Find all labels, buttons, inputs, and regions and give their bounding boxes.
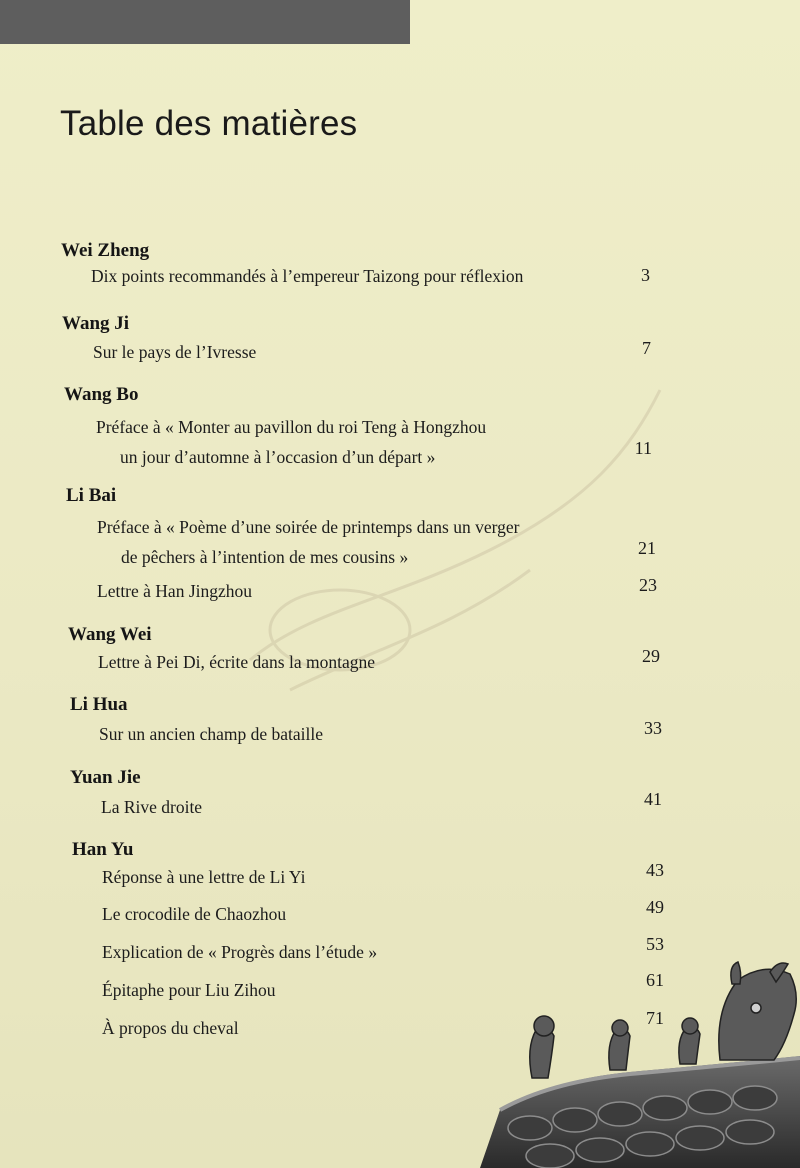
toc-entry[interactable] bbox=[98, 652, 375, 673]
entry-title: Préface à « Poème d’une soirée de printemps dans un verger bbox=[97, 517, 520, 537]
page-number: 53 bbox=[646, 934, 664, 954]
entry-title: Réponse à une lettre de Li Yi bbox=[102, 867, 306, 887]
toc-entry[interactable] bbox=[91, 266, 523, 287]
page-number: 71 bbox=[646, 1008, 664, 1028]
page-title: Table des matières bbox=[60, 104, 358, 143]
toc-entry[interactable] bbox=[102, 980, 276, 1001]
entry-title: Épitaphe pour Liu Zihou bbox=[102, 980, 276, 1000]
toc-entry[interactable] bbox=[99, 724, 323, 745]
entry-title: La Rive droite bbox=[101, 797, 203, 817]
author-heading: Wang Ji bbox=[62, 313, 130, 334]
entry-title: Lettre à Pei Di, écrite dans la montagne bbox=[98, 652, 375, 672]
toc-entry[interactable] bbox=[96, 412, 486, 472]
entry-title: Le crocodile de Chaozhou bbox=[102, 904, 287, 924]
author-heading: Wei Zheng bbox=[61, 240, 150, 261]
page-number: 33 bbox=[644, 718, 662, 738]
toc-entry[interactable] bbox=[93, 342, 256, 363]
entry-title: Sur le pays de l’Ivresse bbox=[93, 342, 257, 362]
author-heading: Han Yu bbox=[72, 839, 134, 860]
page-number: 41 bbox=[644, 789, 662, 809]
page-number: 7 bbox=[642, 338, 651, 358]
page-number: 49 bbox=[646, 897, 664, 917]
toc-entry[interactable] bbox=[102, 1018, 239, 1039]
author-heading: Li Hua bbox=[70, 694, 128, 715]
toc-entry[interactable] bbox=[97, 581, 252, 602]
entry-title: Dix points recommandés à l’empereur Taizong pour réflexion bbox=[91, 266, 524, 286]
entry-title: Préface à « Monter au pavillon du roi Teng à Hongzhou bbox=[96, 417, 487, 437]
page-number: 3 bbox=[641, 265, 650, 285]
page-number: 43 bbox=[646, 860, 664, 880]
entry-title-continued: de pêchers à l’intention de mes cousins » bbox=[121, 547, 409, 567]
page-number: 11 bbox=[634, 438, 652, 458]
toc-entry[interactable] bbox=[102, 904, 286, 925]
toc-entry[interactable] bbox=[101, 797, 202, 818]
entry-title: À propos du cheval bbox=[102, 1018, 239, 1038]
entry-title-continued: un jour d’automne à l’occasion d’un départ » bbox=[120, 447, 436, 467]
entry-title: Sur un ancien champ de bataille bbox=[99, 724, 324, 744]
toc-entry[interactable] bbox=[97, 512, 519, 572]
page-number: 61 bbox=[646, 970, 664, 990]
page-number: 29 bbox=[642, 646, 660, 666]
author-heading: Li Bai bbox=[66, 485, 117, 506]
page-number: 23 bbox=[639, 575, 657, 595]
author-heading: Yuan Jie bbox=[70, 767, 141, 788]
author-heading: Wang Wei bbox=[68, 624, 152, 645]
toc-entry[interactable] bbox=[102, 867, 305, 888]
roof-ridge-beasts-icon bbox=[470, 960, 800, 1168]
page-number: 21 bbox=[638, 538, 656, 558]
entry-title: Lettre à Han Jingzhou bbox=[97, 581, 253, 601]
author-heading: Wang Bo bbox=[64, 384, 139, 405]
toc-entry[interactable] bbox=[102, 942, 377, 963]
entry-title: Explication de « Progrès dans l’étude » bbox=[102, 942, 378, 962]
